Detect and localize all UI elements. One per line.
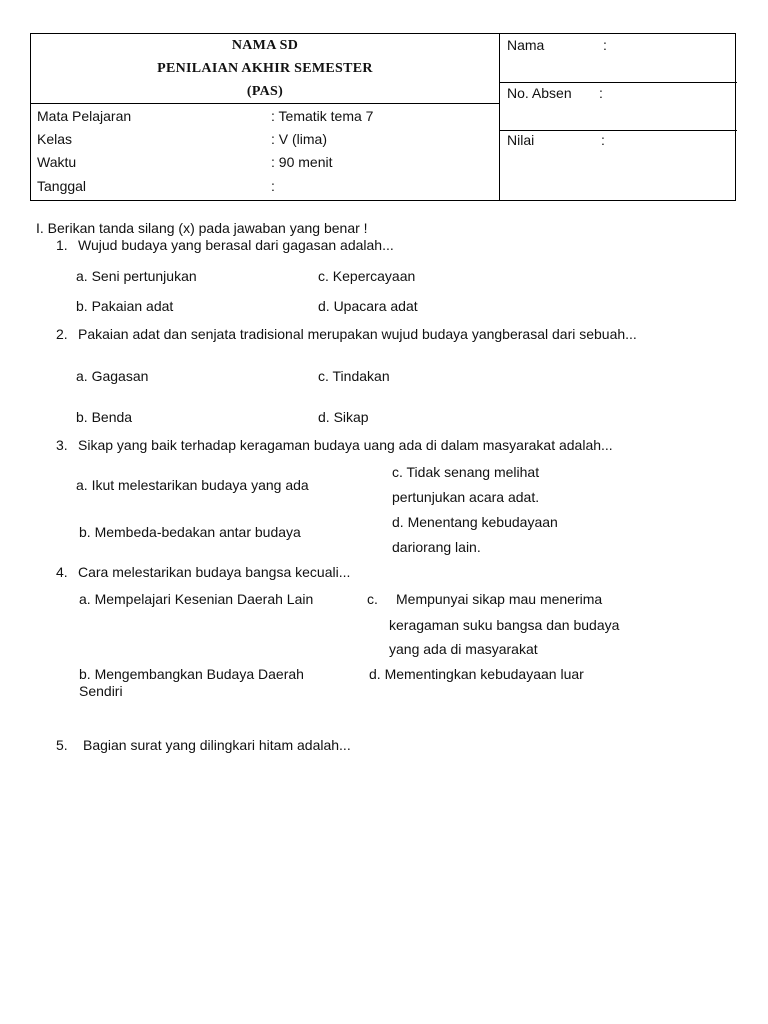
option-a[interactable]: a. Ikut melestarikan budaya yang ada [76,477,309,493]
question-number: 5. [56,737,68,753]
label-time: Waktu [37,154,77,170]
label-name: Nama [507,37,545,53]
option-a[interactable]: a. Mempelajari Kesenian Daerah Lain [79,591,314,607]
option-d[interactable]: d. Menentang kebudayaan [392,514,558,530]
question-text: Cara melestarikan budaya bangsa kecuali... [78,564,351,580]
header-divider-left [31,103,499,104]
option-b-continuation: Sendiri [79,683,123,699]
absence-no-field[interactable]: : [599,85,603,101]
exam-title: PENILAIAN AKHIR SEMESTER [157,61,373,76]
value-time: : 90 menit [271,154,333,170]
header-table [30,33,736,201]
value-subject: : Tematik tema 7 [271,108,374,124]
question-number: 3. [56,437,68,453]
option-b[interactable]: b. Pakaian adat [76,298,174,314]
label-subject: Mata Pelajaran [37,108,132,124]
option-c[interactable]: Mempunyai sikap mau menerima [396,591,603,607]
question-text: Bagian surat yang dilingkari hitam adalah... [83,737,351,753]
option-c-continuation: pertunjukan acara adat. [392,489,540,505]
question-number: 2. [56,326,68,342]
option-b[interactable]: b. Benda [76,409,133,425]
header-divider-right-1 [499,82,737,83]
option-c[interactable]: c. Tindakan [318,368,390,384]
option-c-continuation: keragaman suku bangsa dan budaya [389,617,620,633]
option-c-letter[interactable]: c. [367,591,378,607]
option-b[interactable]: b. Membeda-bedakan antar budaya [79,524,301,540]
value-date: : [271,178,275,194]
question-number: 4. [56,564,68,580]
option-a[interactable]: a. Seni pertunjukan [76,268,197,284]
question-text: Wujud budaya yang berasal dari gagasan adalah... [78,237,394,253]
value-class: : V (lima) [271,131,327,147]
section-instruction: I. Berikan tanda silang (x) pada jawaban yang benar ! [36,220,368,236]
school-name: NAMA SD [231,38,299,53]
option-b[interactable]: b. Mengembangkan Budaya Daerah [79,666,304,682]
label-class: Kelas [37,131,73,147]
option-c[interactable]: c. Tidak senang melihat [392,464,540,480]
option-d[interactable]: d. Sikap [318,409,369,425]
option-a[interactable]: a. Gagasan [76,368,149,384]
question-text: Sikap yang baik terhadap keragaman budaya uang ada di dalam masyarakat adalah... [78,437,613,453]
question-number: 1. [56,237,68,253]
label-absence-no: No. Absen [507,85,572,101]
option-d-continuation: dariorang lain. [392,539,481,555]
header-divider-right-2 [499,130,737,131]
question-text: Pakaian adat dan senjata tradisional merupakan wujud budaya yangberasal dari sebuah... [78,326,637,342]
header-divider-vertical [499,34,500,200]
name-field[interactable]: : [603,37,607,53]
option-c[interactable]: c. Kepercayaan [318,268,416,284]
option-d[interactable]: d. Mementingkan kebudayaan luar [369,666,584,682]
score-field[interactable]: : [601,132,605,148]
label-score: Nilai [507,132,535,148]
option-c-continuation: yang ada di masyarakat [389,641,538,657]
exam-abbrev: (PAS) [246,84,284,99]
option-d[interactable]: d. Upacara adat [318,298,418,314]
label-date: Tanggal [37,178,87,194]
